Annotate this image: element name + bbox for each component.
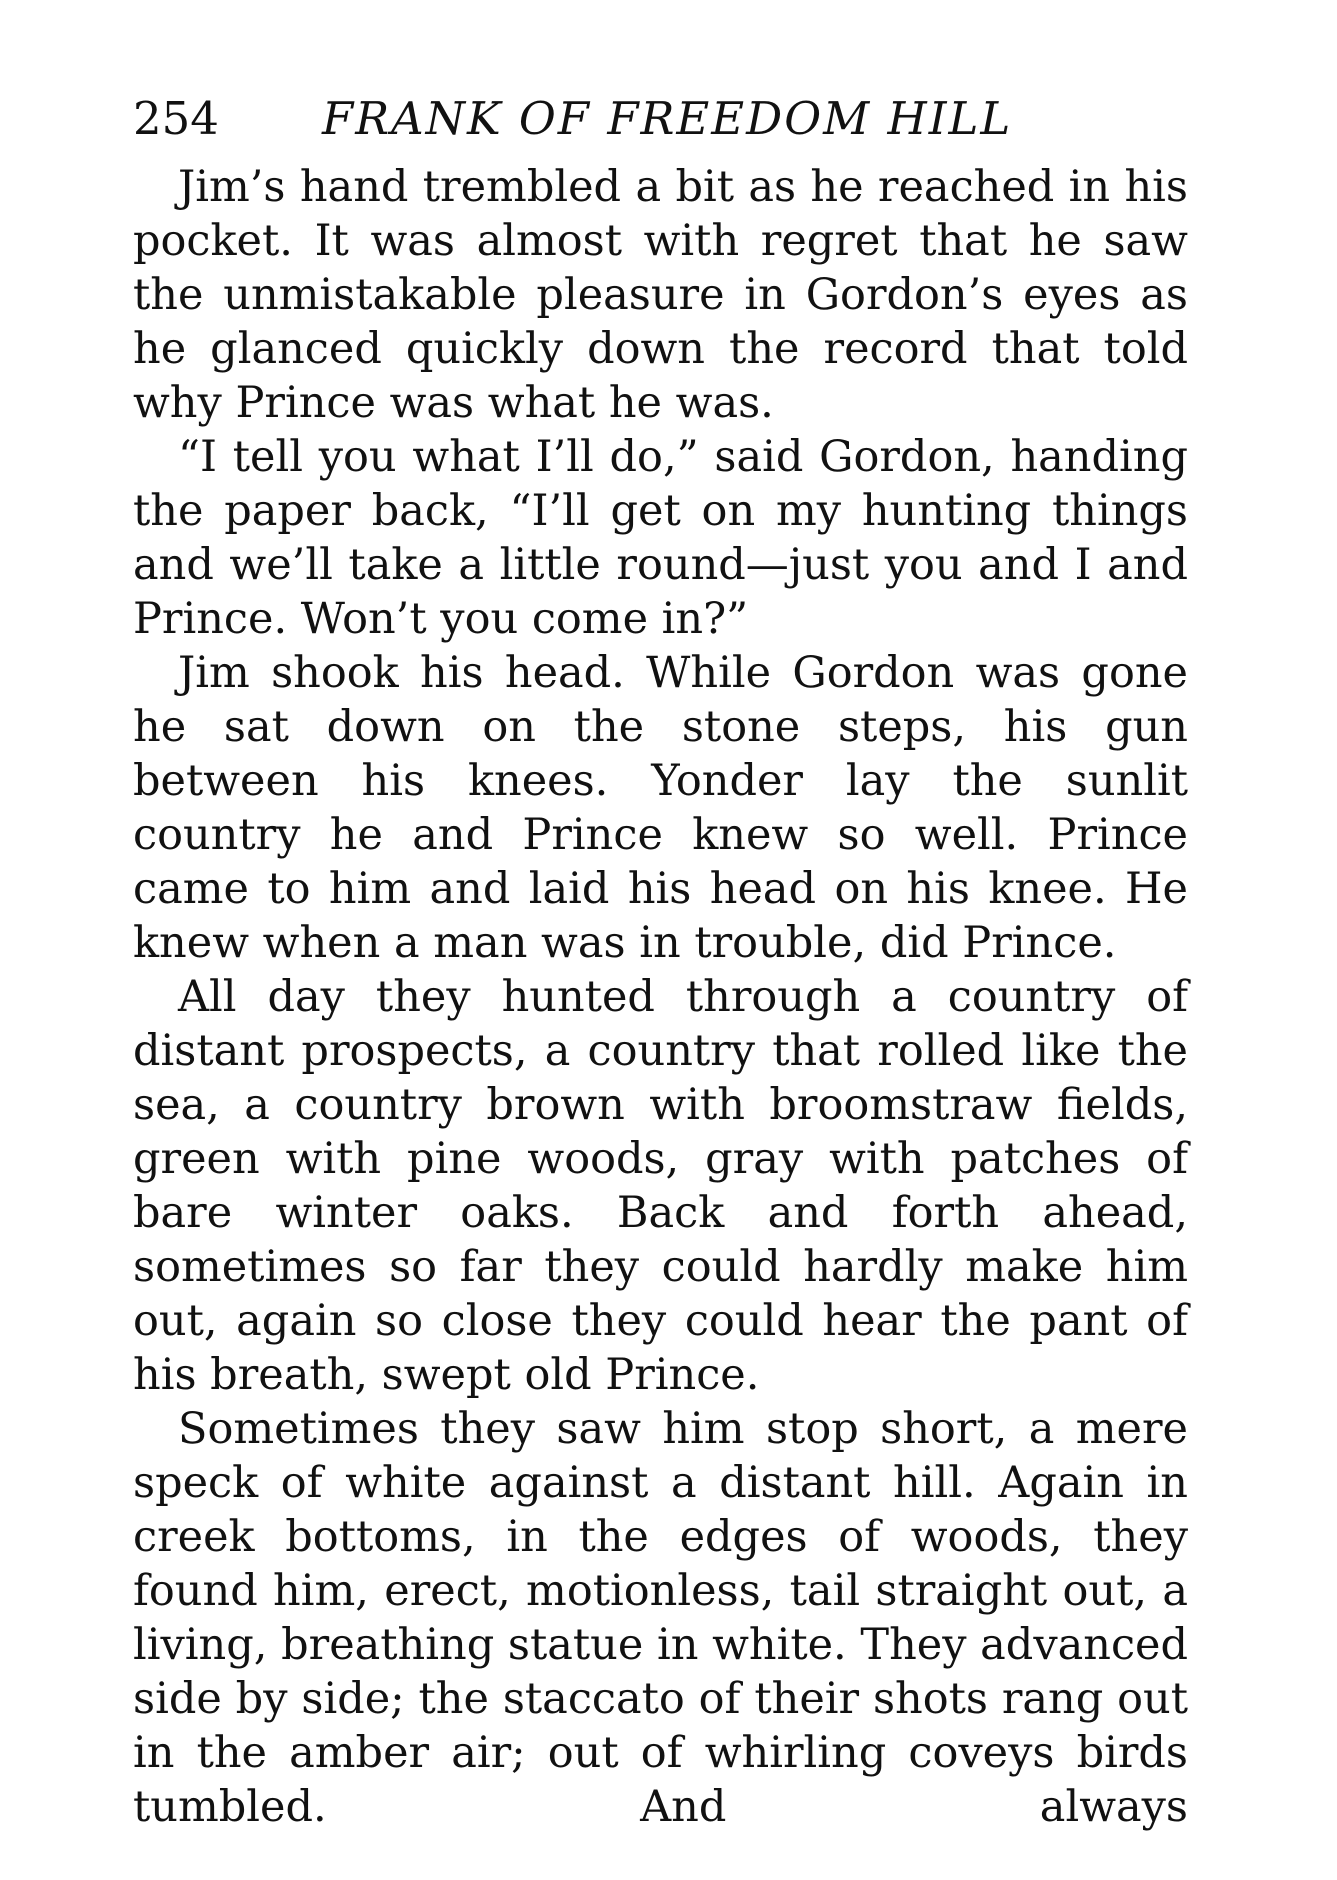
paragraph: Jim’s hand trembled a bit as he reached in his pocket. It was almost with regret that he saw the unmistakable pleasure in Gordon’s eyes as he glanced quickly down the record that told why Prince was what he was. (133, 162, 1188, 428)
page-header (133, 88, 1188, 150)
paragraph: Sometimes they saw him stop short, a mere speck of white against a distant hill. Again in creek bottoms, in the edges of woods, they found him, erect, motionless, tail straight out, a living, breathing statue in white. They advanced side by side; the staccato of their shots rang out in the amber air; out of whirling coveys birds tumbled. And always (133, 1404, 1189, 1832)
paragraph: “I tell you what I’ll do,” said Gordon, handing the paper back, “I’ll get on my hunting things and we’ll take a little round—just you and I and Prince. Won’t you come in?” (133, 432, 1188, 644)
page-number: 254 (133, 92, 219, 145)
paragraph: Jim shook his head. While Gordon was gone he sat down on the stone steps, his gun between his knees. Yonder lay the sunlit country he and Prince knew so well. Prince came to him and laid his head on his knee. He knew when a man was in trouble, did Prince. (133, 648, 1188, 968)
paragraph: All day they hunted through a country of distant prospects, a country that rolled like the sea, a country brown with broomstraw fields, green with pine woods, gray with patches of bare winter oaks. Back and forth ahead, sometimes so far they could hardly make him out, again so close they could hear the pant of his breath, swept old Prince. (133, 972, 1188, 1400)
running-title: FRANK OF FREEDOM HILL (322, 92, 1013, 145)
book-page (133, 88, 1188, 1834)
body-text (133, 160, 1188, 1834)
